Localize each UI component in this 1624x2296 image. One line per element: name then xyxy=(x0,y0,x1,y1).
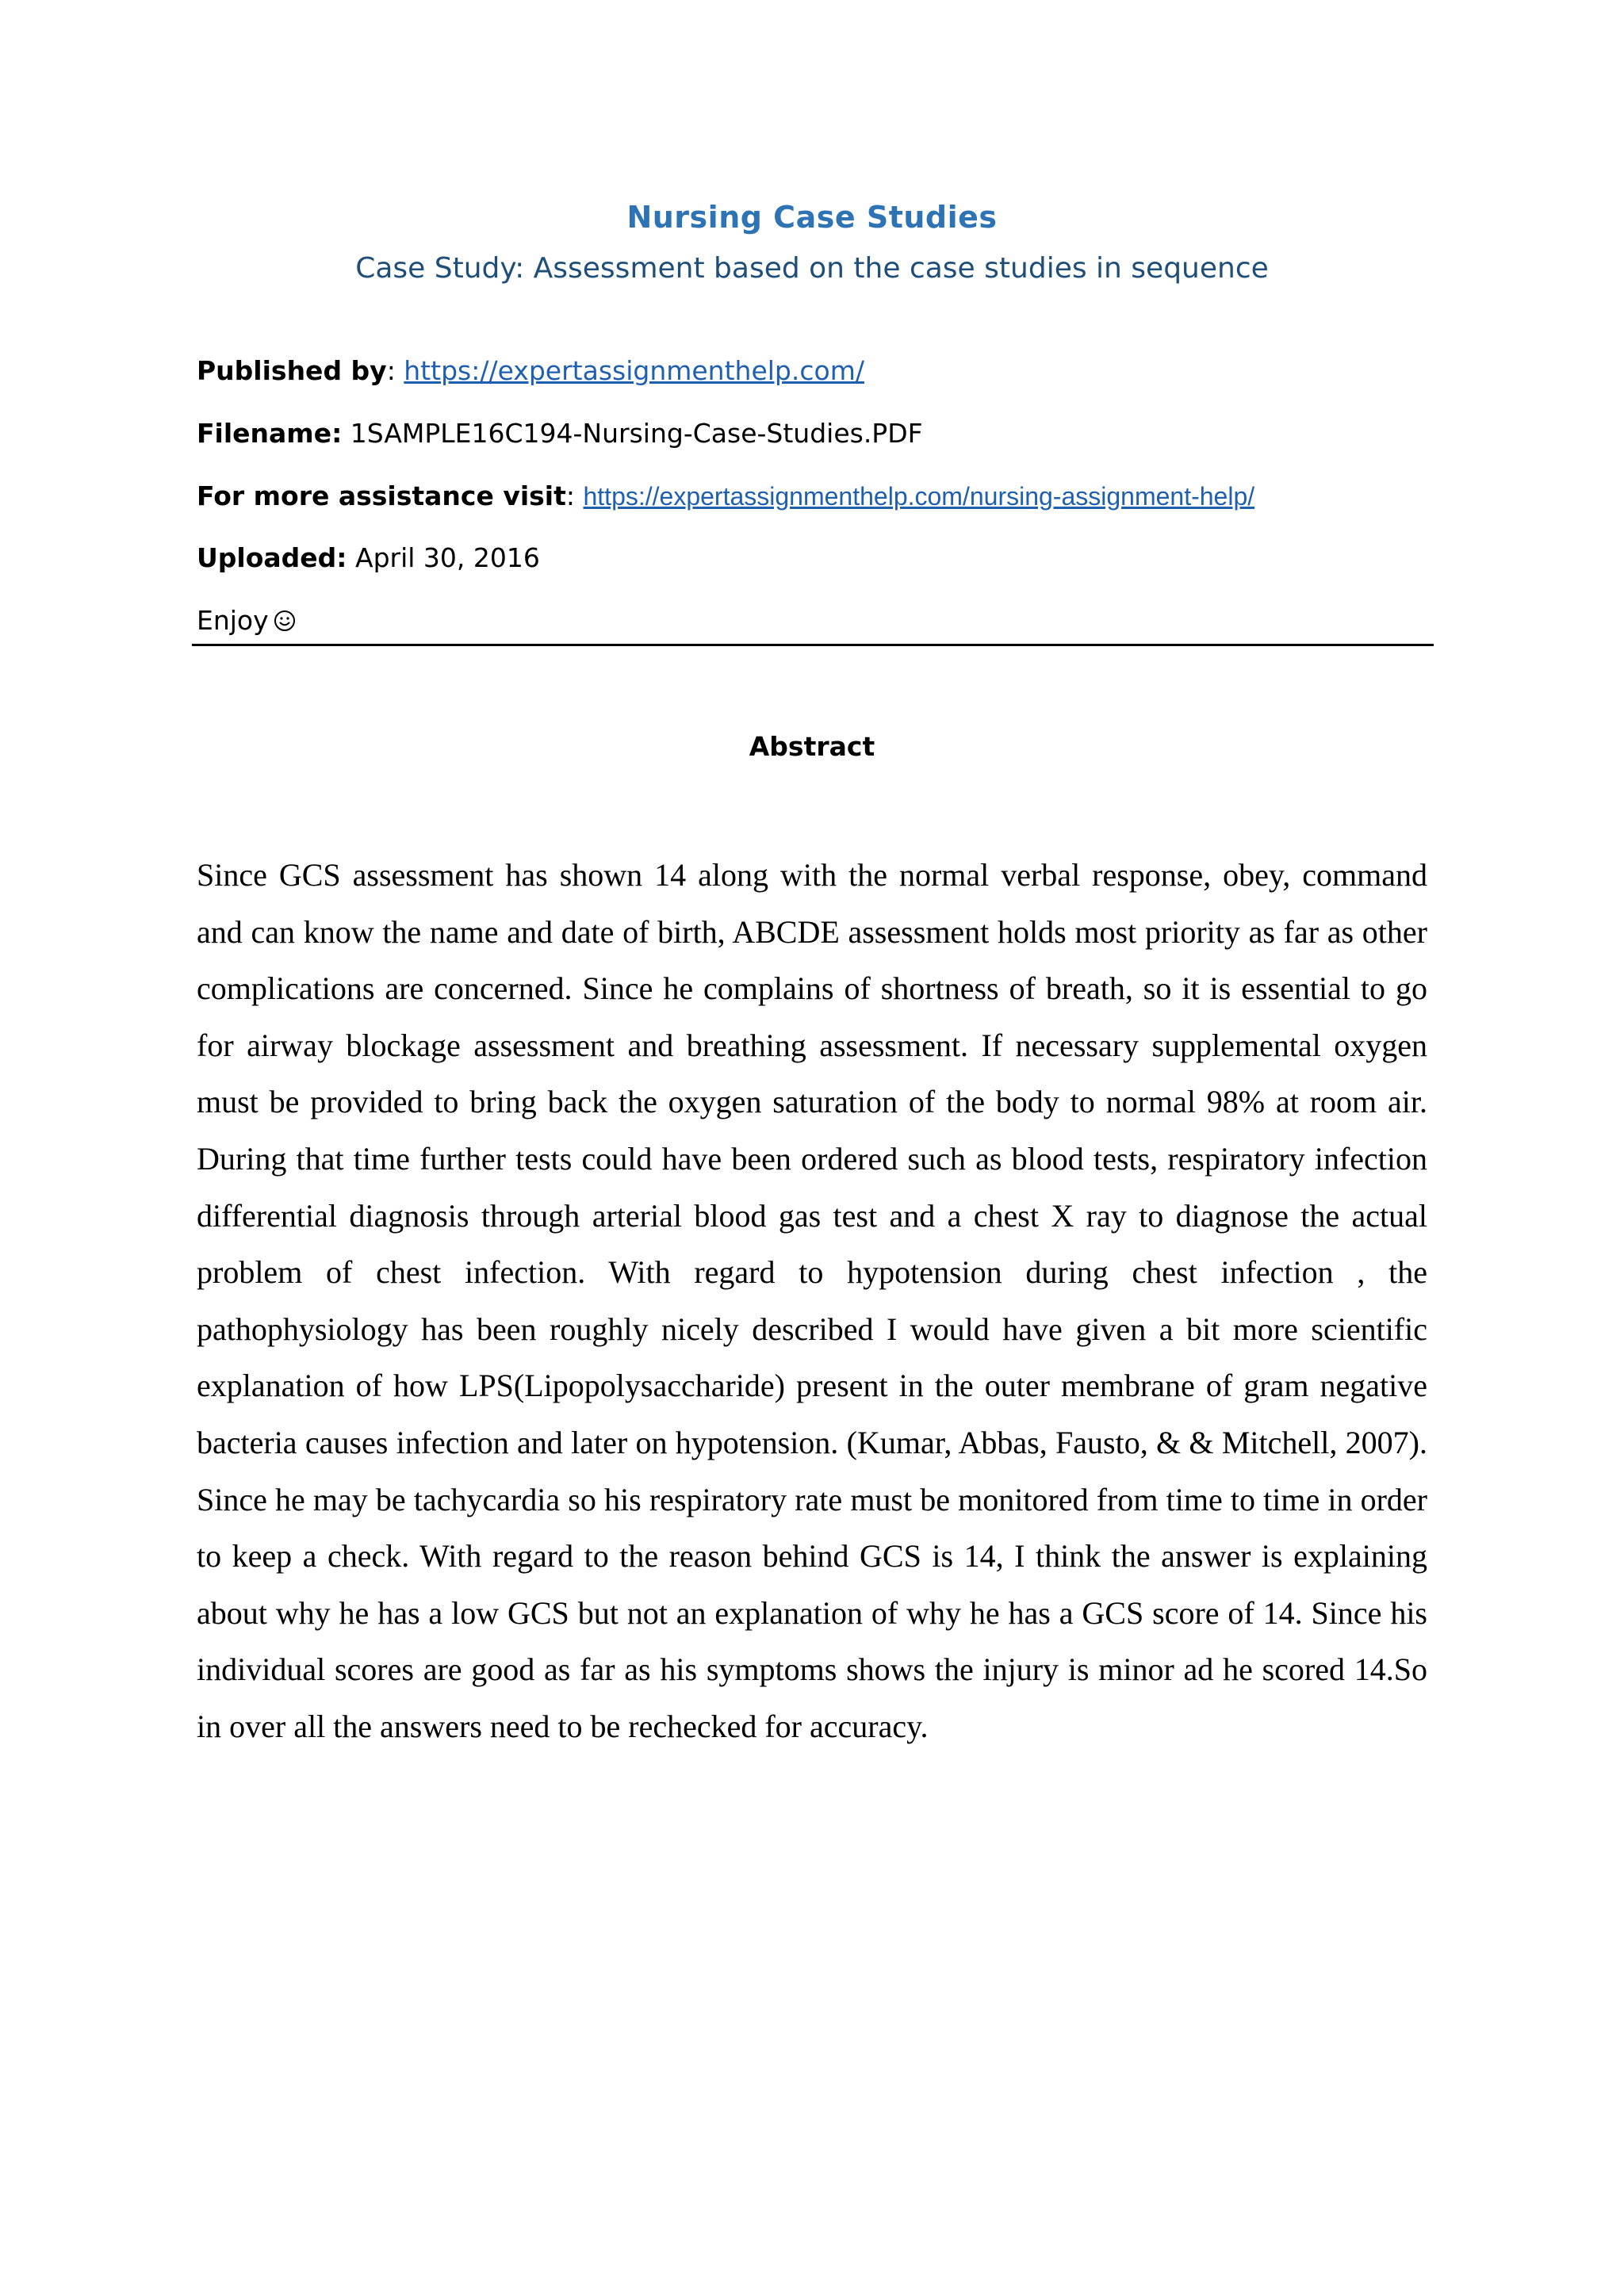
smiley-face-icon xyxy=(274,610,296,632)
document-subtitle: Case Study: Assessment based on the case studies in sequence xyxy=(355,252,1269,285)
uploaded-label: Uploaded: xyxy=(197,542,347,573)
abstract-body: Since GCS assessment has shown 14 along with the normal verbal response, obey, command and can know the name and date of birth, ABCDE assessment holds most priority as far as other complications are concerned. Since he complains of shortness of breath, so it is essential to go for airway blockage assessment and breathing assessment. If necessary supplemental oxygen must be provided to bring back the oxygen saturation of the body to normal 98% at room air. During that time further tests could have been ordered such as blood tests, respiratory infection differential diagnosis through arterial blood gas test and a chest X ray to diagnose the actual problem of chest infection. With regard to hypotension during chest infection , the pathophysiology has been roughly nicely described I would have given a bit more scientific explanation of how LPS(Lipopolysaccharide) present in the outer membrane of gram negative bacteria causes infection and later on hypotension. (Kumar, Abbas, Fausto, & & Mitchell, 2007). Since he may be tachycardia so his respiratory rate must be monitored from time to time in order to keep a check. With regard to the reason behind GCS is 14, I think the answer is explaining about why he has a low GCS but not an explanation of why he has a GCS score of 14. Since his individual scores are good as far as his symptoms shows the injury is minor ad he scored 14.So in over all the answers need to be rechecked for accuracy. xyxy=(197,857,1427,1744)
published-by-label: Published by xyxy=(197,355,387,386)
uploaded-value: April 30, 2016 xyxy=(347,542,540,573)
document-title: Nursing Case Studies xyxy=(626,200,998,235)
filename-label: Filename: xyxy=(197,418,343,449)
published-by-separator: : xyxy=(386,355,404,386)
enjoy-row xyxy=(197,605,296,636)
filename-value: 1SAMPLE16C194-Nursing-Case-Studies.PDF xyxy=(342,418,923,449)
enjoy-text: Enjoy xyxy=(197,605,269,636)
assistance-link[interactable]: https://expertassignmenthelp.com/nursing-assignment-help/ xyxy=(583,482,1255,511)
assistance-row xyxy=(197,480,1254,511)
uploaded-row xyxy=(197,542,540,573)
filename-row xyxy=(197,418,923,449)
abstract-heading: Abstract xyxy=(749,731,875,762)
header-divider xyxy=(192,644,1434,646)
published-by-link[interactable]: https://expertassignmenthelp.com/ xyxy=(404,355,864,386)
published-by-row xyxy=(197,355,864,386)
assistance-separator: : xyxy=(565,480,584,511)
assistance-label: For more assistance visit xyxy=(197,480,566,511)
